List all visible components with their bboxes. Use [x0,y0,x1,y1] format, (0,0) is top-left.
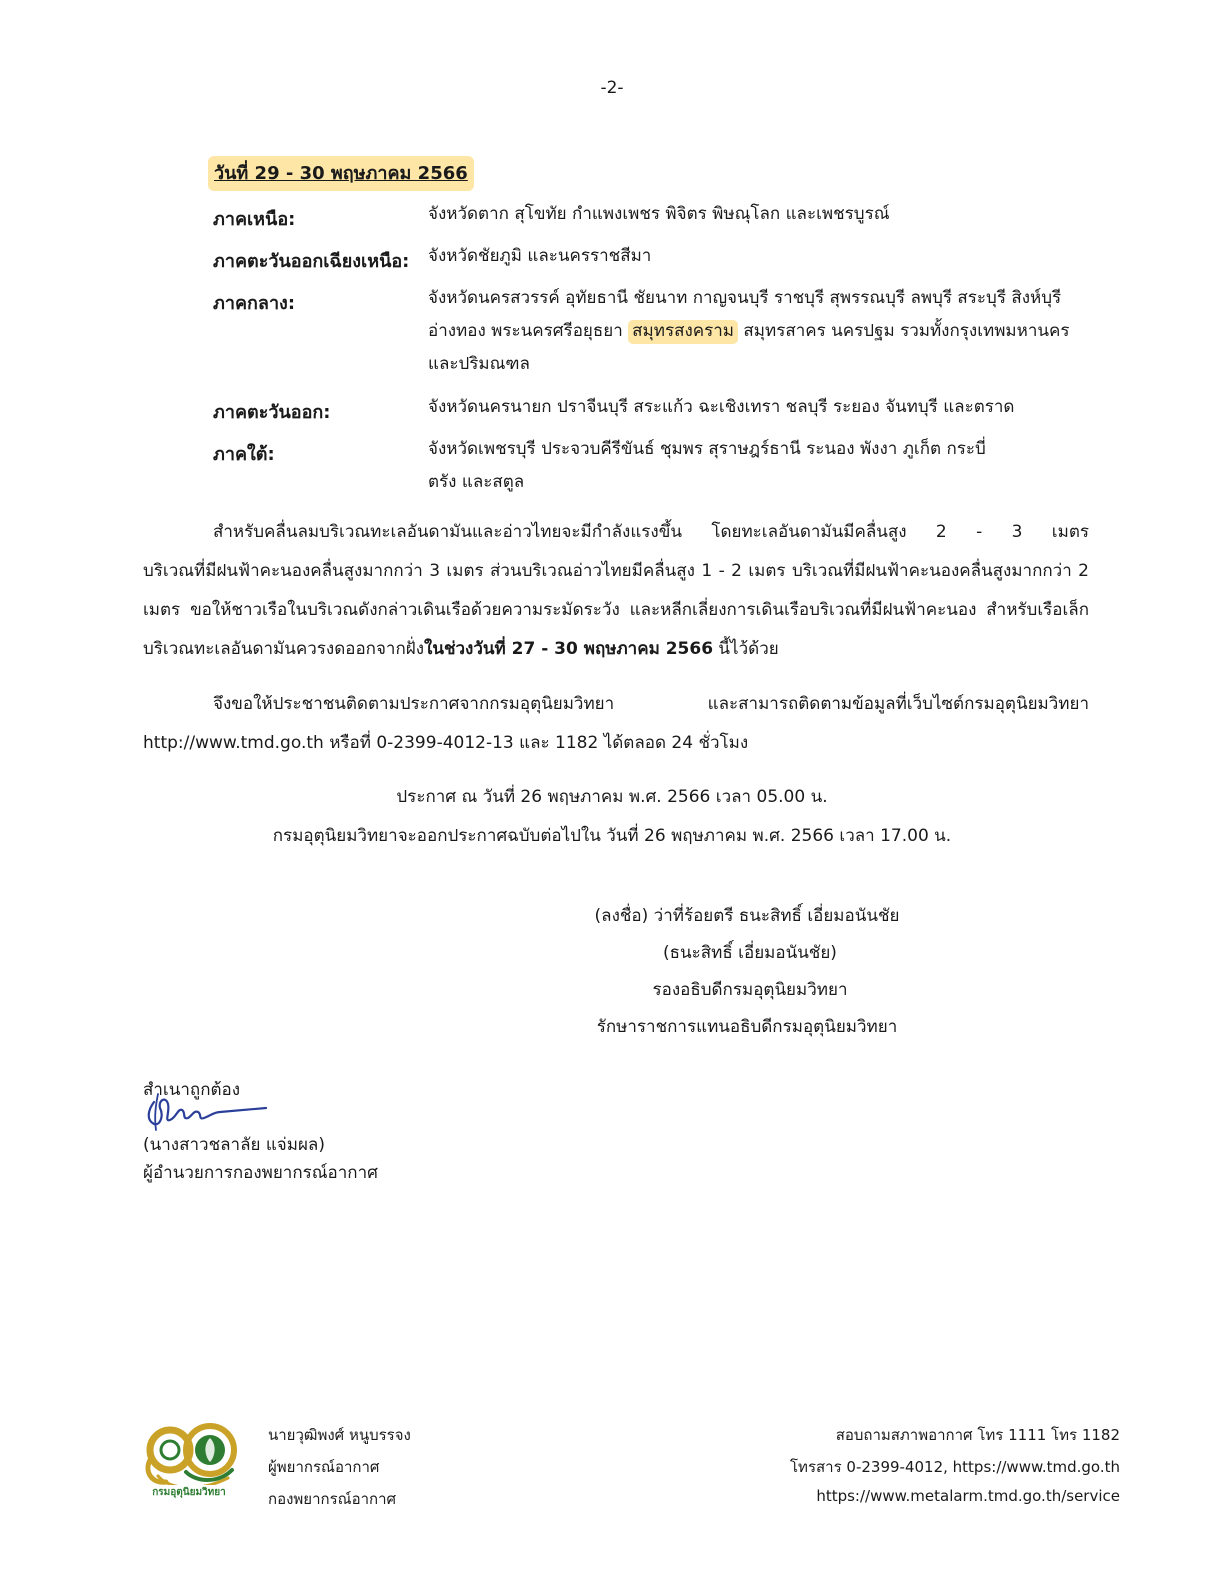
announcement-issued: ประกาศ ณ วันที่ 26 พฤษภาคม พ.ศ. 2566 เวลา 05.00 น. [396,787,828,807]
region-text-north: จังหวัดตาก สุโขทัย กำแพงเพชร พิจิตร พิษณุโลก และเพชรบูรณ์ [428,204,890,224]
signer-position: รองอธิบดีกรมอุตุนิยมวิทยา [652,980,848,1000]
date-heading: วันที่ 29 - 30 พฤษภาคม 2566 [208,156,474,191]
wave-line-3: เมตร ขอให้ชาวเรือในบริเวณดังกล่าวเดินเรือด้วยความระมัดระวัง และหลีกเลี่ยงการเดินเรือบริเวณที่มีฝนฟ้าคะนอง สำหรับเรือเล็ก [143,600,1089,620]
wave-line-4-bold: ในช่วงวันที่ 27 - 30 พฤษภาคม 2566 [424,639,714,659]
region-text-south-line1: จังหวัดเพชรบุรี ประจวบคีรีขันธ์ ชุมพร สุราษฎร์ธานี ระนอง พังงา ภูเก็ต กระบี่ [428,439,986,459]
wave-line-2: บริเวณที่มีฝนฟ้าคะนองคลื่นสูงมากกว่า 3 เมตร ส่วนบริเวณอ่าวไทยมีคลื่นสูง 1 - 2 เมตร บริเวณที่มีฝนฟ้าคะนองคลื่นสูงมากกว่า 2 [143,561,1089,581]
certified-copy-position: ผู้อำนวยการกองพยากรณ์อากาศ [143,1163,378,1183]
central-line2-before: อ่างทอง พระนครศรีอยุธยา [428,321,623,341]
follow-line-1: จึงขอให้ประชาชนติดตามประกาศจากกรมอุตุนิยมวิทยา และสามารถติดตามข้อมูลที่เว็บไซต์กรมอุตุนิยมวิทยา [213,694,1089,714]
region-text-south-line2: ตรัง และสตูล [428,472,525,492]
wave-paragraph [143,513,1089,669]
page-number: -2- [600,78,624,98]
handwritten-signature [140,1090,275,1132]
signer-acting: รักษาราชการแทนอธิบดีกรมอุตุนิยมวิทยา [596,1017,898,1037]
region-text-central-line1: จังหวัดนครสวรรค์ อุทัยธานี ชัยนาท กาญจนบุรี ราชบุรี สุพรรณบุรี ลพบุรี สระบุรี สิงห์บุรี [428,288,1062,308]
announcement-next: กรมอุตุนิยมวิทยาจะออกประกาศฉบับต่อไปใน วันที่ 26 พฤษภาคม พ.ศ. 2566 เวลา 17.00 น. [272,826,952,846]
signer-name: (ธนะสิทธิ์ เอี่ยมอนันชัย) [663,943,837,963]
certified-copy-title: สำเนาถูกต้อง [143,1080,241,1100]
footer-forecaster-title: ผู้พยากรณ์อากาศ [268,1458,380,1476]
highlighted-province: สมุทรสงคราม [628,320,738,344]
wave-line-4 [143,630,1089,669]
follow-paragraph [143,685,1089,763]
footer-fax-website: โทรสาร 0-2399-4012, https://www.tmd.go.th [790,1458,1120,1476]
footer-weather-inquiry: สอบถามสภาพอากาศ โทร 1111 โทร 1182 [835,1426,1120,1444]
wave-line-1: สำหรับคลื่นลมบริเวณทะเลอันดามันและอ่าวไทยจะมีกำลังแรงขึ้น โดยทะเลอันดามันมีคลื่นสูง 2 - 3 เมตร [213,522,1089,542]
region-text-east: จังหวัดนครนายก ปราจีนบุรี สระแก้ว ฉะเชิงเทรา ชลบุรี ระยอง จันทบุรี และตราด [428,397,1015,417]
region-text-central-line2 [428,315,1070,348]
region-label-south: ภาคใต้: [213,444,275,465]
wave-line-4-before: บริเวณทะเลอันดามันควรงดออกจากฝั่ง [143,639,425,659]
region-label-east: ภาคตะวันออก: [213,402,331,423]
region-text-central-line3: และปริมณฑล [428,354,530,374]
central-line2-after: สมุทรสาคร นครปฐม รวมทั้งกรุงเทพมหานคร [743,321,1070,341]
region-label-central: ภาคกลาง: [213,293,296,314]
signed-line: (ลงชื่อ) ว่าที่ร้อยตรี ธนะสิทธิ์ เอี่ยมอนันชัย [594,906,900,926]
follow-line-2: http://www.tmd.go.th หรือที่ 0-2399-4012-13 และ 1182 ได้ตลอด 24 ชั่วโมง [143,733,749,753]
footer-forecaster-division: กองพยากรณ์อากาศ [268,1490,397,1508]
footer-forecaster-name: นายวุฒิพงศ์ หนูบรรจง [268,1426,411,1444]
footer-metalarm-link[interactable]: https://www.metalarm.tmd.go.th/service [816,1487,1120,1505]
region-label-northeast: ภาคตะวันออกเฉียงเหนือ: [213,251,410,272]
certified-copy-name: (นางสาวชลาลัย แจ่มผล) [143,1135,325,1155]
region-label-north: ภาคเหนือ: [213,209,296,230]
logo-caption: กรมอุตุนิยมวิทยา [143,1485,235,1500]
wave-line-4-after: นี้ไว้ด้วย [713,639,779,659]
region-text-northeast: จังหวัดชัยภูมิ และนครราชสีมา [428,246,652,266]
